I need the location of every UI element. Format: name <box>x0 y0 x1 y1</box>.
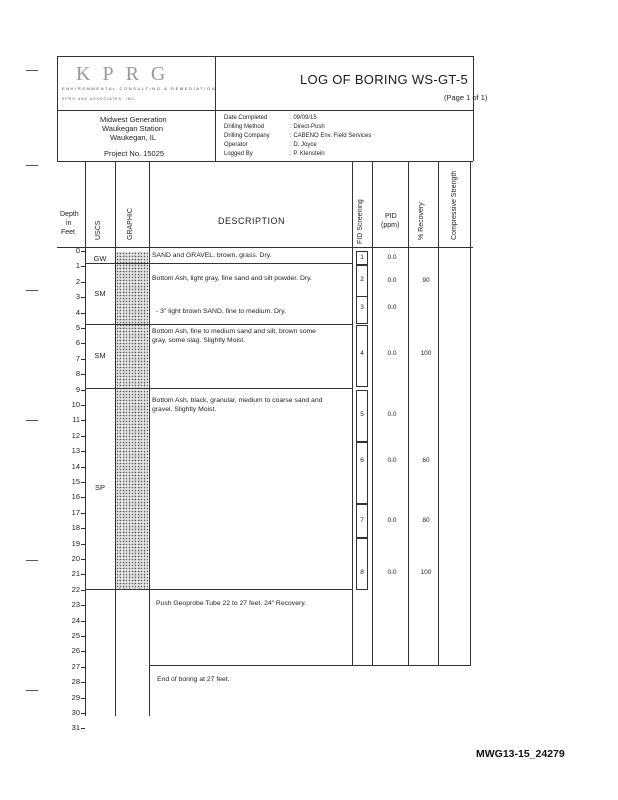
depth-tick-28 <box>81 682 85 683</box>
depth-label-23: 23 <box>71 600 80 610</box>
description-layer-4-line1: Bottom Ash, black, granular, medium to coarse sand and <box>152 397 323 404</box>
depth-tick-7 <box>81 359 85 360</box>
margin-mark-1 <box>26 70 38 71</box>
margin-mark-6 <box>26 690 38 691</box>
info-value-company: : CABENO Env. Field Services <box>290 133 372 139</box>
depth-tick-27 <box>81 667 85 668</box>
description-layer-2: Bottom Ash, light gray, fine sand and silt powder. Dry. <box>152 275 312 282</box>
col-header-description: DESCRIPTION <box>218 216 286 226</box>
col-header-fid: FID Screening <box>357 199 364 244</box>
frame-header-divider <box>215 56 216 161</box>
site-station: Waukegan Station <box>102 124 164 133</box>
depth-tick-1 <box>81 266 85 267</box>
depth-tick-16 <box>81 497 85 498</box>
col-header-depth-in: in <box>66 220 72 227</box>
depth-label-10: 10 <box>71 400 80 409</box>
pid-value-4: 0.0 <box>387 350 397 357</box>
layer-boundary-5 <box>149 665 470 666</box>
recovery-value-8: 100 <box>420 569 432 576</box>
depth-tick-18 <box>81 528 85 529</box>
depth-label-5: 5 <box>75 323 80 332</box>
layer-boundary-4 <box>85 589 352 590</box>
margin-mark-3 <box>26 290 38 291</box>
page-title: LOG OF BORING WS-GT-5 <box>300 72 469 87</box>
description-layer-4-line2: gravel. Slightly Moist. <box>152 406 217 413</box>
col-line-depth <box>85 161 86 716</box>
sample-number-8: 8 <box>360 569 364 576</box>
depth-label-15: 15 <box>71 477 80 486</box>
depth-label-2: 2 <box>75 276 80 286</box>
pid-value-7: 0.0 <box>387 517 397 524</box>
depth-tick-12 <box>81 436 85 437</box>
pid-value-6: 0.0 <box>387 457 397 464</box>
col-line-rec <box>438 161 439 666</box>
depth-tick-10 <box>81 405 85 406</box>
depth-label-29: 29 <box>71 692 80 702</box>
pid-value-5: 0.0 <box>387 411 397 418</box>
depth-tick-14 <box>81 467 85 468</box>
depth-label-22: 22 <box>71 584 80 594</box>
col-line-comp <box>470 161 471 666</box>
depth-tick-8 <box>81 374 85 375</box>
description-layer-1: SAND and GRAVEL, brown, grass. Dry. <box>152 252 272 259</box>
depth-tick-5 <box>81 328 85 329</box>
uscs-sp: SP <box>94 483 105 492</box>
sample-number-7: 7 <box>360 517 364 524</box>
depth-tick-11 <box>81 420 85 421</box>
depth-label-13: 13 <box>71 446 80 456</box>
recovery-value-6: 60 <box>422 457 430 464</box>
sample-number-5: 5 <box>360 411 364 418</box>
col-line-desc <box>352 161 353 666</box>
uscs-sm-1: SM <box>94 289 106 298</box>
recovery-value-4: 100 <box>420 350 432 357</box>
depth-tick-26 <box>81 651 85 652</box>
depth-tick-0 <box>81 251 85 252</box>
frame-top <box>57 56 473 57</box>
depth-label-1: 1 <box>75 261 80 271</box>
company-logo: KPRG <box>76 63 178 85</box>
site-city: Waukegan, IL <box>110 133 156 142</box>
logo-subtitle: ENVIRONMENTAL CONSULTING & REMEDIATION <box>62 86 217 91</box>
depth-tick-17 <box>81 513 85 514</box>
logo-subtitle-2: KPRG AND ASSOCIATES, INC. <box>62 97 137 101</box>
depth-tick-24 <box>81 621 85 622</box>
sample-number-6: 6 <box>360 457 364 464</box>
depth-label-4: 4 <box>75 307 80 317</box>
recovery-value-7: 80 <box>422 517 430 524</box>
depth-tick-19 <box>81 544 85 545</box>
depth-tick-13 <box>81 451 85 452</box>
depth-label-16: 16 <box>71 492 80 502</box>
document-id: MWG13-15_24279 <box>476 748 565 760</box>
depth-label-24: 24 <box>71 615 80 625</box>
depth-label-28: 28 <box>71 677 80 687</box>
depth-label-7: 7 <box>75 353 80 363</box>
col-line-graphic <box>149 161 150 716</box>
depth-label-18: 18 <box>71 523 80 533</box>
sample-number-4: 4 <box>360 350 364 357</box>
col-header-recovery: % Recovery <box>418 202 425 240</box>
col-header-pid: PID <box>385 213 397 220</box>
col-header-uscs: USCS <box>95 220 102 240</box>
depth-tick-30 <box>81 713 85 714</box>
column-header-bottom <box>57 247 473 248</box>
description-layer-3-line1: Bottom Ash, fine to medium sand and silt, brown some <box>152 328 316 335</box>
depth-tick-4 <box>81 313 85 314</box>
site-name: Midwest Generation <box>100 115 167 124</box>
page-number: (Page 1 of 1) <box>444 93 488 102</box>
info-label-logged: Logged By <box>224 151 253 157</box>
uscs-gw: GW <box>93 254 107 263</box>
depth-label-6: 6 <box>75 338 80 348</box>
depth-label-25: 25 <box>71 631 80 640</box>
frame-right <box>473 56 474 161</box>
graphic-log-fill <box>116 252 148 589</box>
depth-label-30: 30 <box>71 708 80 717</box>
sample-box-6 <box>356 442 368 504</box>
margin-mark-4 <box>26 420 38 421</box>
depth-tick-31 <box>81 728 85 729</box>
sample-box-8 <box>356 538 368 590</box>
depth-tick-3 <box>81 297 85 298</box>
depth-tick-25 <box>81 636 85 637</box>
uscs-sm-2: SM <box>94 351 106 360</box>
depth-label-20: 20 <box>71 554 80 563</box>
info-value-operator: : D. Joyce <box>290 142 317 148</box>
depth-tick-29 <box>81 698 85 699</box>
depth-label-8: 8 <box>75 369 80 379</box>
depth-tick-23 <box>81 605 85 606</box>
depth-label-3: 3 <box>75 292 80 302</box>
pid-value-3: 0.0 <box>387 304 397 311</box>
sample-number-2: 2 <box>360 276 364 283</box>
pid-value-1: 0.0 <box>387 254 397 261</box>
depth-tick-2 <box>81 282 85 283</box>
depth-tick-15 <box>81 482 85 483</box>
sample-number-1: 1 <box>360 254 364 261</box>
layer-boundary-3 <box>85 388 352 389</box>
col-line-fid <box>372 161 373 666</box>
depth-label-0: 0 <box>75 246 80 255</box>
description-geoprobe: Push Geoprobe Tube 22 to 27 feet. 24" Recovery. <box>156 600 307 607</box>
margin-mark-2 <box>26 165 38 166</box>
col-header-compressive: Compressive Strength <box>451 170 458 240</box>
description-end-of-boring: End of boring at 27 feet. <box>157 676 230 683</box>
info-value-logged: : P. Klenstein <box>290 151 325 157</box>
frame-header-bottom <box>57 110 473 111</box>
pid-value-2: 0.0 <box>387 277 397 284</box>
margin-mark-5 <box>26 560 38 561</box>
depth-label-19: 19 <box>71 538 80 548</box>
info-label-method: Drilling Method <box>224 124 265 130</box>
col-line-pid <box>408 161 409 666</box>
recovery-value-2: 90 <box>422 277 430 284</box>
info-label-company: Drilling Company <box>224 133 270 139</box>
col-header-pid-unit: (ppm) <box>381 222 400 229</box>
layer-boundary-2 <box>85 324 352 325</box>
info-value-date: : 09/09/15 <box>290 115 317 121</box>
project-number: Project No. 15025 <box>104 149 165 158</box>
depth-tick-9 <box>81 390 85 391</box>
depth-tick-6 <box>81 343 85 344</box>
depth-label-12: 12 <box>71 430 80 440</box>
depth-label-31: 31 <box>71 723 80 733</box>
info-value-method: : Direct-Push <box>290 124 325 130</box>
depth-label-26: 26 <box>71 646 80 656</box>
info-label-operator: Operator <box>224 142 248 148</box>
depth-tick-21 <box>81 574 85 575</box>
sample-number-3: 3 <box>360 304 364 311</box>
depth-label-17: 17 <box>71 507 80 517</box>
col-header-depth-feet: Feet <box>61 229 76 236</box>
frame-info-bottom <box>57 161 473 162</box>
description-layer-2-note: - 3" light brown SAND, fine to medium. Dry. <box>156 308 286 315</box>
depth-label-9: 9 <box>75 384 80 394</box>
col-header-depth: Depth <box>60 211 79 218</box>
depth-label-27: 27 <box>71 661 80 671</box>
frame-left <box>57 56 58 161</box>
layer-boundary-1 <box>85 263 352 264</box>
depth-label-14: 14 <box>71 461 80 471</box>
description-layer-3-line2: gray, some slag. Slightly Moist. <box>152 337 246 344</box>
col-header-graphic: GRAPHIC <box>127 208 134 240</box>
depth-label-21: 21 <box>71 569 80 579</box>
info-label-date: Date Completed <box>224 115 268 121</box>
pid-value-8: 0.0 <box>387 569 397 576</box>
depth-tick-20 <box>81 559 85 560</box>
depth-label-11: 11 <box>72 415 80 425</box>
